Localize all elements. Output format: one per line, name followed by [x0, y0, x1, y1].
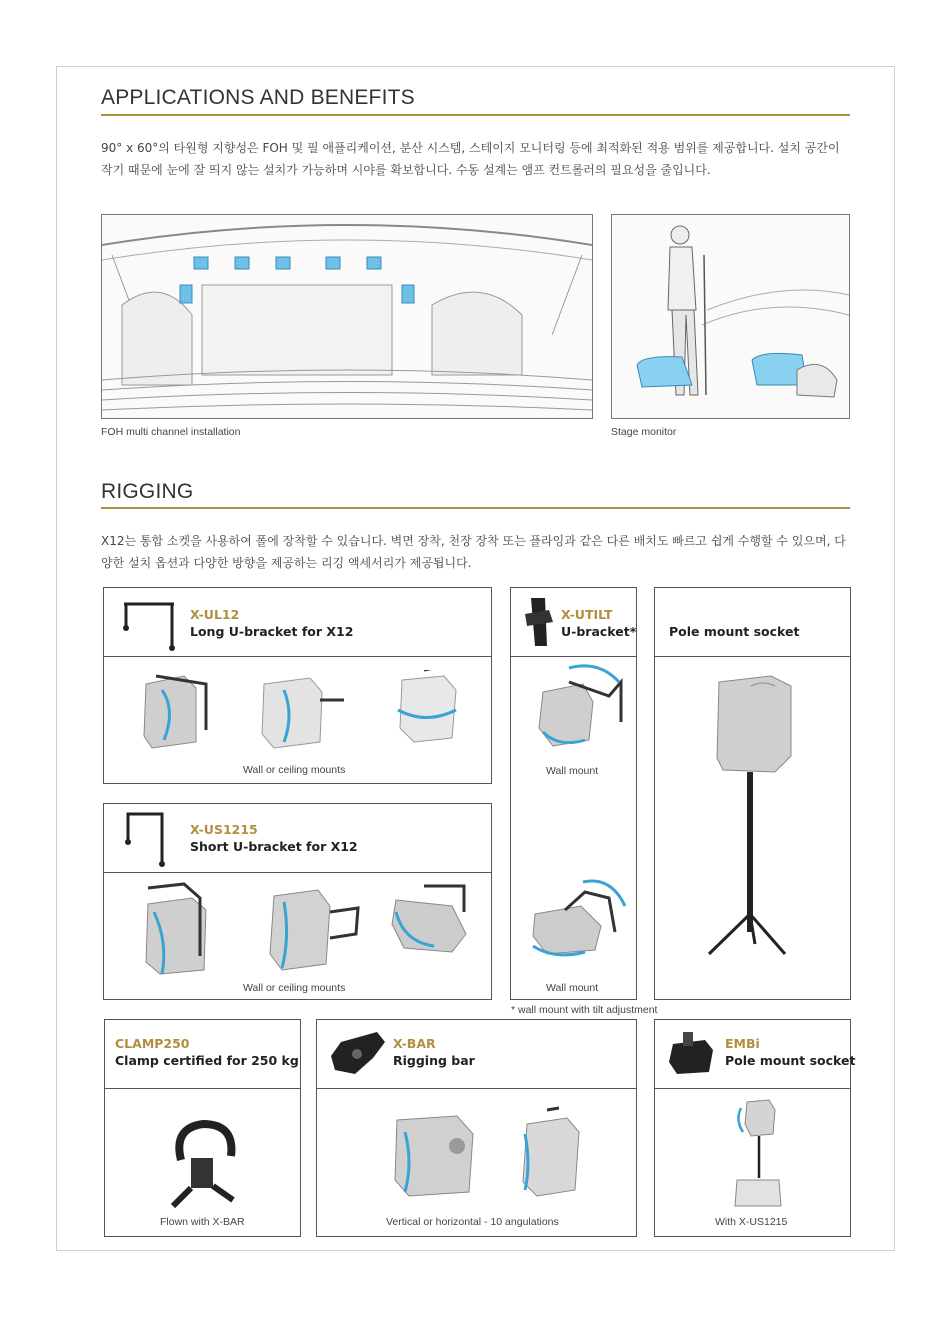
xutilt-caption-bottom: Wall mount: [546, 982, 599, 994]
applications-rule: [101, 114, 850, 116]
clamp250-code: CLAMP250: [115, 1036, 190, 1051]
pole-socket-icon: [665, 1030, 721, 1080]
embi-caption: With X-US1215: [715, 1216, 788, 1228]
stage-monitor-illustration: [611, 214, 850, 419]
pole-name: Pole mount socket: [669, 624, 800, 639]
xus1215-code: X-US1215: [190, 822, 258, 837]
tilt-footnote: * wall mount with tilt adjustment: [511, 1004, 658, 1016]
clamp250-caption: Flown with X-BAR: [160, 1216, 245, 1228]
foh-caption: FOH multi channel installation: [101, 426, 241, 438]
xbar-name: Rigging bar: [393, 1053, 475, 1068]
xbar-header: [317, 1020, 636, 1089]
xutilt-wall-mount-bottom-illustration: [525, 876, 629, 960]
clamp250-name: Clamp certified for 250 kg: [115, 1053, 299, 1068]
embi-header: [655, 1020, 856, 1089]
xus1215-speaker-illustrations: [134, 882, 474, 978]
xutilt-wall-mount-top-illustration: [529, 662, 625, 752]
xus1215-name: Short U-bracket for X12: [190, 839, 358, 854]
product-pole-mount: [654, 587, 851, 1000]
clamp-icon: [161, 1120, 245, 1212]
short-u-bracket-icon: [118, 810, 180, 868]
product-xutilt: [510, 587, 637, 1000]
rigging-rule: [101, 507, 850, 509]
xul12-header: [104, 588, 491, 657]
embi-speaker-illustration: [729, 1098, 789, 1210]
foh-installation-illustration: [101, 214, 593, 419]
tilt-bracket-icon: [517, 596, 561, 652]
product-xus1215: [103, 803, 492, 1000]
embi-code: EMBi: [725, 1036, 760, 1051]
xus1215-caption: Wall or ceiling mounts: [243, 982, 346, 994]
product-xul12: [103, 587, 492, 784]
embi-name: Pole mount socket: [725, 1053, 856, 1068]
xul12-speaker-illustrations: [134, 670, 464, 755]
product-clamp250: [104, 1019, 301, 1237]
rigging-heading: RIGGING: [101, 480, 194, 503]
xbar-code: X-BAR: [393, 1036, 436, 1051]
applications-heading: APPLICATIONS AND BENEFITS: [101, 86, 415, 109]
xbar-caption: Vertical or horizontal - 10 angulations: [386, 1216, 559, 1228]
xutilt-caption-top: Wall mount: [546, 765, 599, 777]
applications-text: 90° x 60°의 타원형 지향성은 FOH 및 필 애플리케이션, 분산 시스템, 스테이지 모니터링 등에 최적화된 적용 범위를 제공합니다. 설치 공간이 작기 때문에 눈에 잘 띄지 않는 설치가 가능하며 시야를 확보합니다. 수동 설계는 앰프 컨트롤러의 필요성을 줄입니다.: [101, 141, 840, 177]
long-u-bracket-icon: [118, 596, 180, 652]
xul12-code: X-UL12: [190, 607, 240, 622]
pole-header: [655, 588, 850, 657]
xutilt-name: U-bracket*: [561, 624, 637, 639]
stage-caption: Stage monitor: [611, 426, 677, 438]
xul12-caption: Wall or ceiling mounts: [243, 764, 346, 776]
xbar-speaker-illustrations: [387, 1104, 587, 1204]
rigging-text: X12는 통합 소켓을 사용하여 폴에 장착할 수 있습니다. 벽면 장착, 천장 장착 또는 플라잉과 같은 다른 배치도 빠르고 쉽게 수행할 수 있으며, 다양한 설치 옵션과 다양한 방향을 제공하는 리깅 액세서리가 제공됩니다.: [101, 534, 846, 570]
product-xbar: [316, 1019, 637, 1237]
xutilt-code: X-UTILT: [561, 607, 613, 622]
xutilt-header: [511, 588, 636, 657]
xul12-name: Long U-bracket for X12: [190, 624, 354, 639]
product-embi: [654, 1019, 856, 1237]
xus1215-header: [104, 804, 491, 873]
rigging-bar-icon: [327, 1028, 391, 1082]
pole-stand-speaker-illustration: [695, 674, 815, 974]
clamp250-header: [105, 1020, 300, 1089]
